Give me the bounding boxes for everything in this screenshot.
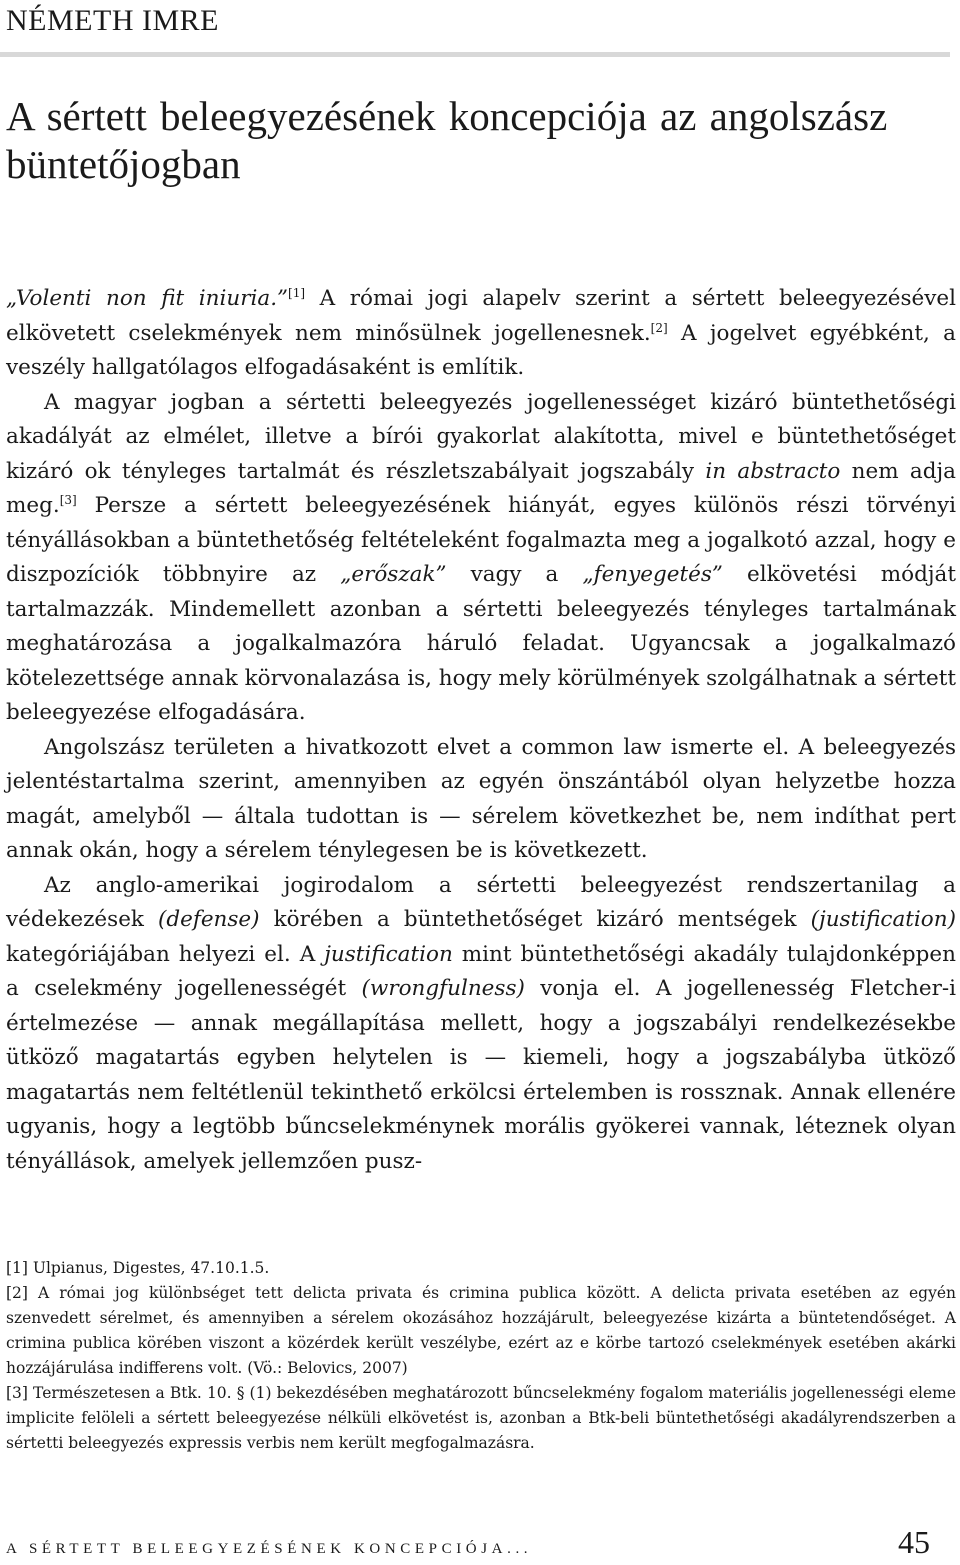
author-name: NÉMETH IMRE [6, 4, 219, 37]
italic-term: (defense) [158, 907, 260, 932]
article-body [6, 282, 956, 1179]
text-span: nem adja meg. [6, 458, 956, 518]
page-number: 45 [898, 1524, 930, 1560]
footnote-ref: [3] [59, 492, 77, 507]
text-span: A jogelvet egyébként, a veszély hallgatólagos elfogadásaként is említik. [6, 320, 957, 380]
paragraph-2 [6, 386, 956, 731]
text-span: kategóriájában helyezi el. A [6, 941, 325, 967]
italic-term: „erőszak” [340, 562, 447, 587]
running-title: A SÉRTETT BELEEGYEZÉSÉNEK KONCEPCIÓJA... [6, 1541, 533, 1557]
text-span: vonja el. A jogellenesség Fletcher-i értelmezése — annak megállapítása mellett, hogy a jogszabályi rendelkezésekbe ütköző magatartás egyben helytelen is — kiemeli, hogy a jogszabályba ütköző magatartás nem feltétlenül tekinthető erkölcsi értelemben is rossznak. Annak ellenére ugyanis, hogy a legtöbb bűncselekménynek morális gyökerei vannak, léteznek olyan tényállások, amelyek jellemzően pusz- [6, 976, 956, 1174]
text-span: A római jogi alapelv szerint a sértett beleegyezésével elkövetett cselekmények nem minősülnek jogellenesnek. [6, 286, 956, 346]
text-span: mint büntethetőségi akadály tulajdonképpen a cselekmény jogellenességét [6, 941, 956, 1001]
text-span: elkövetési módját tartalmazzák. Mindemellett azonban a sértetti beleegyezés tényleges tartalmának meghatározása a jogalkalmazóra háruló feladat. Ugyancsak a jogalkalmazó kötelezettsége annak körvonalazása is, hogy mely körülmények szolgálhatnak a sértett beleegyezése elfogadására. [6, 562, 957, 725]
text-span: A magyar jogban a sértetti beleegyezés jogellenességet kizáró büntethetőségi akadályát az elmélet, illetve a bírói gyakorlat alakította, mivel e büntethetőséget kizáró ok tényleges tartalmát és részletszabályait jogszabály [6, 389, 956, 484]
italic-term: „fenyegetés” [582, 562, 723, 587]
footnote-ref: [1] [288, 285, 306, 300]
italic-term: (justification) [810, 907, 956, 932]
text-span: körében a büntethetőséget kizáró mentségek [259, 907, 811, 932]
footnotes [6, 1256, 956, 1456]
paragraph-4 [6, 869, 956, 1180]
article-title: A sértett beleegyezésének koncepciója az angolszász büntetőjogban [6, 93, 888, 187]
text-span: Persze a sértett beleegyezésének hiányát, egyes különös részi törvényi tényállásokban a büntethetőség feltételeként fogalmazta meg a jogalkotó azzal, hogy e diszpozíciók többnyire az [6, 493, 956, 587]
paragraph-3: Angolszász területen a hivatkozott elvet a common law ismerte el. A beleegyezés jelentéstartalma szerint, amennyiben az egyén önszántából olyan helyzetbe hozza magát, amelyből — általa tudottan is — sérelem következhet be, nem indíthat pert annak okán, hogy a sérelem ténylegesen be is következett. [6, 734, 956, 863]
italic-term: justification [324, 941, 453, 967]
footnote-ref: [2] [650, 320, 668, 335]
paragraph-1 [6, 282, 956, 386]
footnote-3: [3] Természetesen a Btk. 10. § (1) bekezdésében meghatározott bűncselekmény fogalom materiális jogellenességi eleme implicite felöleli a sértett beleegyezése nélküli elkövetést is, azonban a Btk-beli büntethetőségi akadályrendszerben a sértetti beleegyezés expressis verbis nem került megfogalmazásra. [6, 1384, 956, 1452]
header-rule [0, 52, 950, 57]
text-span: Az anglo-amerikai jogirodalom a sértetti beleegyezést rendszertanilag a védekezések [6, 872, 956, 932]
italic-term: (wrongfulness) [361, 976, 525, 1001]
footnote-1: [1] Ulpianus, Digestes, 47.10.1.5. [6, 1259, 270, 1277]
text-span: vagy a [446, 562, 583, 587]
italic-term: in abstracto [705, 458, 841, 484]
footnote-2: [2] A római jog különbséget tett delicta privata és crimina publica között. A delicta privata esetében az egyén szenvedett sérelmet, és amennyiben a sérelem okozásához hozzájárult, beleegyezése kizárta a büntetendőséget. A crimina publica körében viszont a közérdek került veszélybe, ezért az e körbe tartozó cselekmények esetében akárki hozzájárulása indifferens volt. (Vö.: Belovics, 2007) [6, 1284, 956, 1377]
text-span: „Volenti non fit iniuria.” [6, 286, 289, 311]
